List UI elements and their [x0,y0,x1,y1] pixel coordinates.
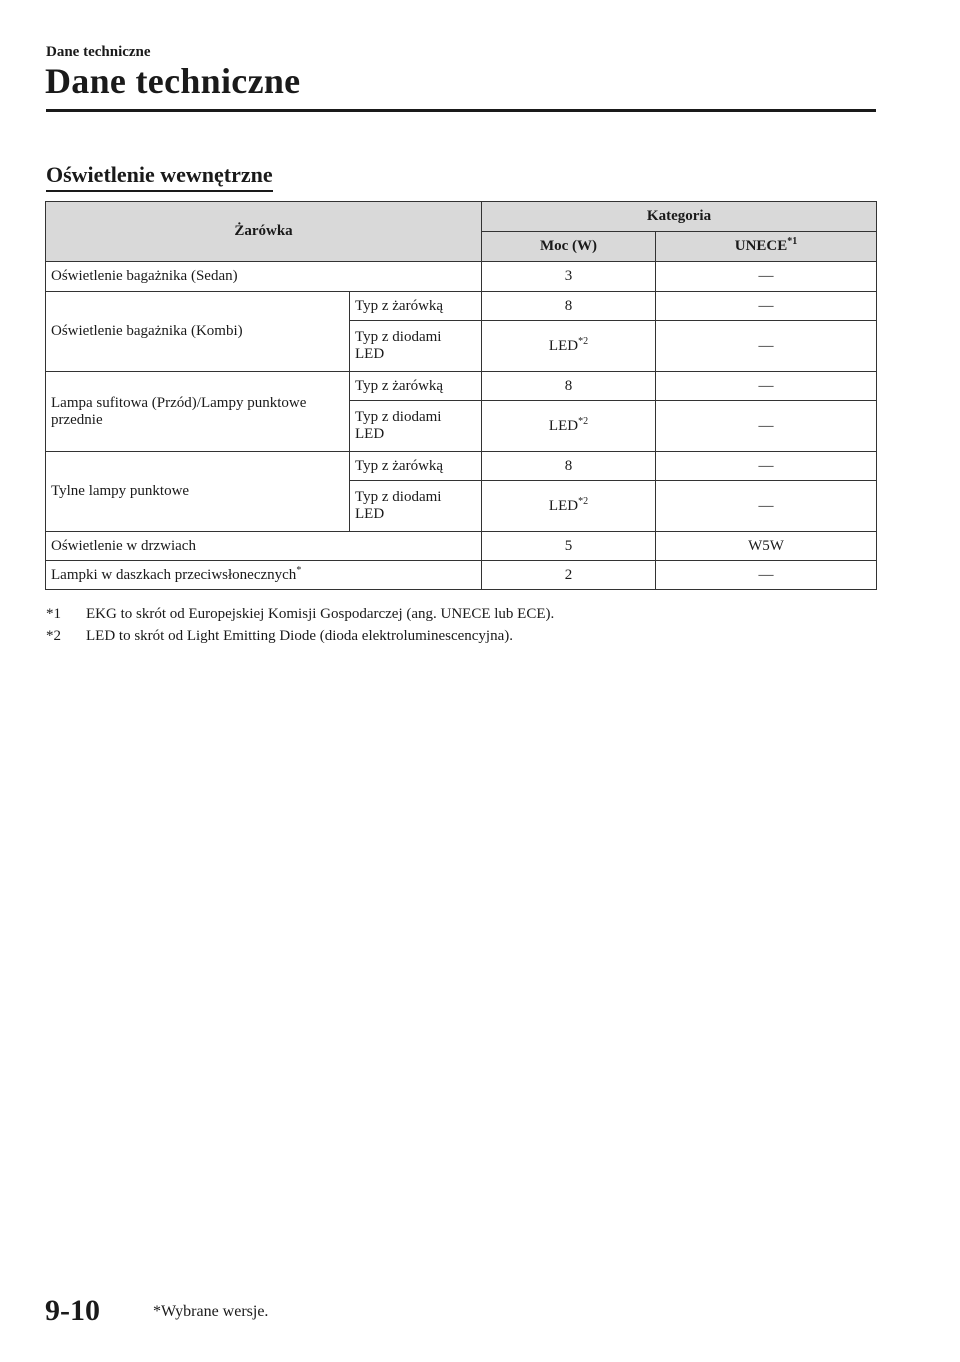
footer-note: *Wybrane wersje. [153,1303,269,1320]
row-sublabel: Typ z żarówką [350,372,482,401]
power-value: 2 [482,561,656,590]
table-row [46,561,877,590]
unece-value: ― [656,321,877,372]
power-value: LED$^{*2}$ [482,321,656,372]
table-row [46,262,877,292]
header-bulb: Żarówka [46,202,482,262]
power-value: 8 [482,292,656,321]
table-row [46,372,877,401]
unece-value: ― [656,561,877,590]
unece-value: ― [656,481,877,532]
footnotes [46,603,554,647]
row-label: Lampki w daszkach przeciwsłonecznych* [46,561,482,590]
row-sublabel: Typ z żarówką [350,452,482,481]
table-row [46,292,877,321]
footnote [46,603,554,625]
unece-value: ― [656,292,877,321]
row-label: Oświetlenie bagażnika (Sedan) [46,262,482,292]
footnote-text: LED to skrót od Light Emitting Diode (dioda elektroluminescencyjna). [86,628,513,644]
header-category: Kategoria [482,202,877,232]
power-value: LED$^{*2}$ [482,401,656,452]
row-label: Tylne lampy punktowe [46,452,350,532]
title-rule [46,109,876,112]
power-value: 8 [482,372,656,401]
bulb-spec-table [45,201,877,590]
row-sublabel: Typ z diodami LED [350,321,482,372]
power-value: LED$^{*2}$ [482,481,656,532]
chapter-title: Dane techniczne [45,61,301,101]
unece-value: ― [656,401,877,452]
header-unece: UNECE$^{*1}$ [656,232,877,262]
footnote-text: EKG to skrót od Europejskiej Komisji Gospodarczej (ang. UNECE lub ECE). [86,606,555,622]
row-sublabel: Typ z żarówką [350,292,482,321]
header-power: Moc (W) [482,232,656,262]
row-label: Oświetlenie w drzwiach [46,532,482,561]
section-title: Oświetlenie wewnętrzne [46,162,273,192]
running-head: Dane techniczne [46,44,151,60]
footnote [46,625,554,647]
power-value: 5 [482,532,656,561]
unece-value: ― [656,372,877,401]
power-value: 8 [482,452,656,481]
unece-value: ― [656,452,877,481]
row-sublabel: Typ z diodami LED [350,481,482,532]
footnote-mark: *2 [46,628,61,644]
power-value: 3 [482,262,656,292]
footnote-mark: *1 [46,606,61,622]
unece-value: ― [656,262,877,292]
table-row [46,452,877,481]
row-sublabel: Typ z diodami LED [350,401,482,452]
unece-value: W5W [656,532,877,561]
row-label: Lampa sufitowa (Przód)/Lampy punktowe przednie [46,372,350,452]
table-row [46,532,877,561]
row-label: Oświetlenie bagażnika (Kombi) [46,292,350,372]
page-number: 9-10 [45,1294,100,1327]
